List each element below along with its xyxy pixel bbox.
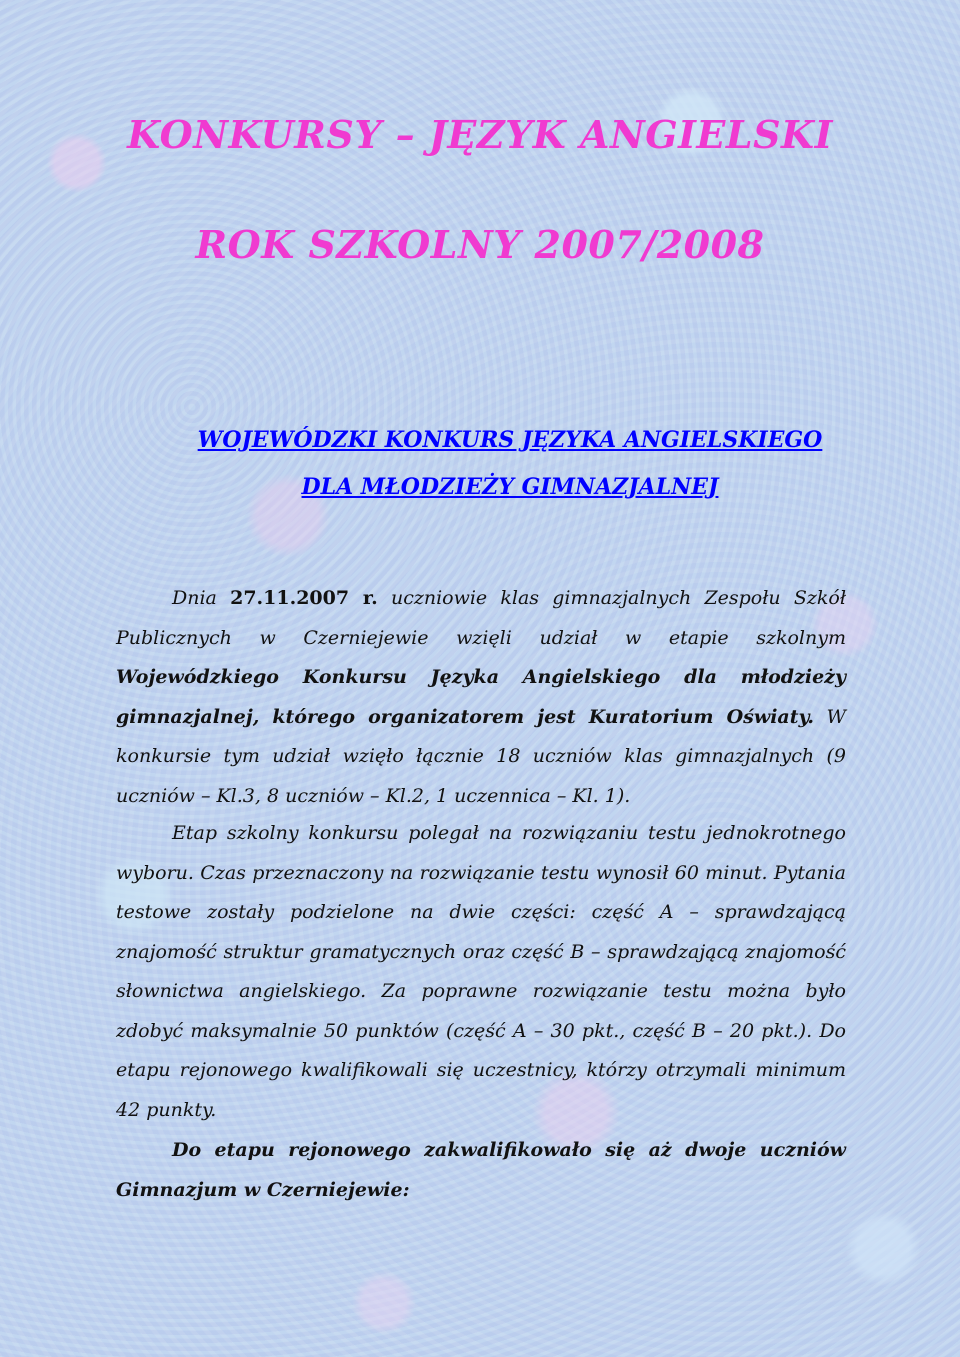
intro-paragraph bbox=[116, 579, 846, 816]
intro-start: Dnia bbox=[172, 587, 231, 609]
page-title: KONKURSY – JĘZYK ANGIELSKI bbox=[127, 112, 833, 157]
qualified-students-paragraph: Do etapu rejonowego zakwalifikowało się aż dwoje uczniów Gimnazjum w Czerniejewie: bbox=[116, 1139, 846, 1201]
intro-bold-part: Wojewódzkiego Konkursu Języka Angielskiego dla młodzieży gimnazjalnej, którego organizatorem jest Kuratorium Oświaty. bbox=[116, 666, 846, 728]
competition-subheading: DLA MŁODZIEŻY GIMNAZJALNEJ bbox=[301, 474, 719, 500]
competition-heading: WOJEWÓDZKI KONKURS JĘZYKA ANGIELSKIEGO bbox=[197, 427, 823, 453]
intro-middle: uczniowie klas gimnazjalnych Zespołu Szkół Publicznych w Czerniejewie wzięli udział w etapie szkolnym bbox=[116, 587, 846, 649]
intro-end: W konkursie tym udział wzięło łącznie 18 uczniów klas gimnazjalnych (9 uczniów – Kl.3, 8 uczniów – Kl.2, 1 uczennica – Kl. 1). bbox=[116, 705, 846, 807]
stage-description-paragraph: Etap szkolny konkursu polegał na rozwiązaniu testu jednokrotnego wyboru. Czas przeznaczony na rozwiązanie testu wynosił 60 minut. Pytania testowe zostały podzielone na dwie części: część A – sprawdzającą znajomość struktur gramatycznych oraz część B – sprawdzającą znajomość słownictwa angielskiego. Za poprawne rozwiązanie testu można było zdobyć maksymalnie 50 punktów (część A – 30 pkt., część B – 20 pkt.). Do etapu rejonowego kwalifikowali się uczestnicy, którzy otrzymali minimum 42 punkty. bbox=[116, 822, 846, 1121]
competition-date: 27.11.2007 r. bbox=[230, 587, 378, 609]
school-year-title: ROK SZKOLNY 2007/2008 bbox=[195, 222, 765, 267]
